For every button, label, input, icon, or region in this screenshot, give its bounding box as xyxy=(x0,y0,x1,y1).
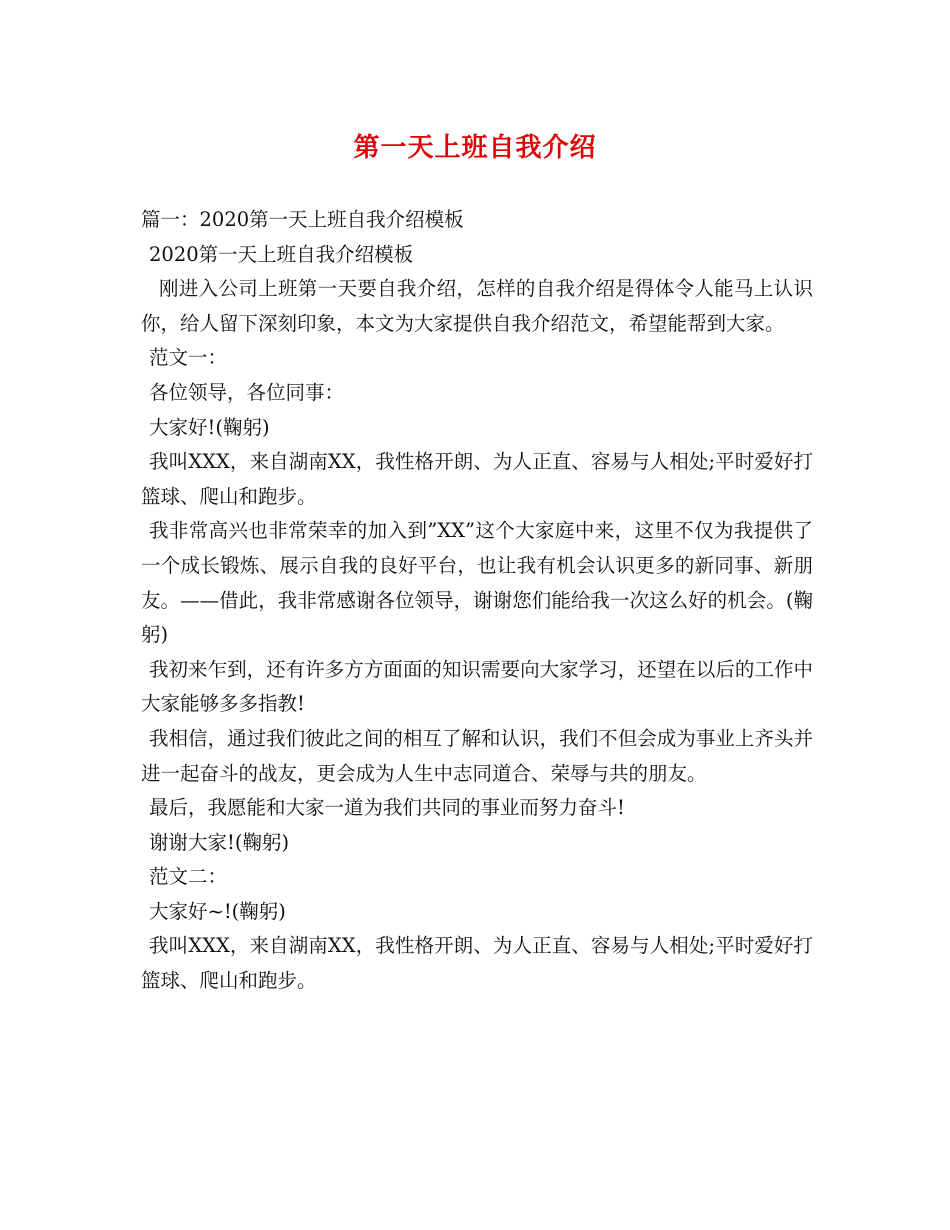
document-title: 第一天上班自我介绍 xyxy=(353,133,597,163)
closing-line: 谢谢大家!(鞠躬) xyxy=(149,830,290,854)
greeting-line: 各位领导，各位同事： xyxy=(149,380,345,404)
sample-label: 范文二： xyxy=(149,865,228,889)
body-paragraph: 我叫XXX，来自湖南XX，我性格开朗、为人正直、容易与人相处;平时爱好打篮球、爬山和跑步。 xyxy=(141,934,813,993)
greeting-line: 大家好~!(鞠躬) xyxy=(149,899,286,923)
section-heading: 篇一：2020第一天上班自我介绍模板 xyxy=(141,208,464,231)
subheading: 2020第一天上班自我介绍模板 xyxy=(149,242,414,266)
body-paragraph: 我初来乍到，还有许多方方面面的知识需要向大家学习，还望在以后的工作中大家能够多多指教! xyxy=(141,657,813,716)
body-paragraph: 最后，我愿能和大家一道为我们共同的事业而努力奋斗! xyxy=(149,796,625,820)
body-paragraph: 我相信，通过我们彼此之间的相互了解和认识，我们不但会成为事业上齐头并进一起奋斗的战友，更会成为人生中志同道合、荣辱与共的朋友。 xyxy=(141,726,813,785)
document-body xyxy=(141,203,813,999)
greeting-line: 大家好!(鞠躬) xyxy=(149,415,270,439)
intro-paragraph: 刚进入公司上班第一天要自我介绍，怎样的自我介绍是得体令人能马上认识你，给人留下深刻印象，本文为大家提供自我介绍范文，希望能帮到大家。 xyxy=(141,277,813,335)
body-paragraph: 我叫XXX，来自湖南XX，我性格开朗、为人正直、容易与人相处;平时爱好打篮球、爬山和跑步。 xyxy=(141,450,813,508)
sample-label: 范文一： xyxy=(149,346,228,370)
body-paragraph: 我非常高兴也非常荣幸的加入到”XX”这个大家庭中来，这里不仅为我提供了一个成长锻炼、展示自我的良好平台，也让我有机会认识更多的新同事、新朋友。——借此，我非常感谢各位领导，谢谢您们能给我一次这么好的机会。(鞠躬) xyxy=(141,519,813,647)
